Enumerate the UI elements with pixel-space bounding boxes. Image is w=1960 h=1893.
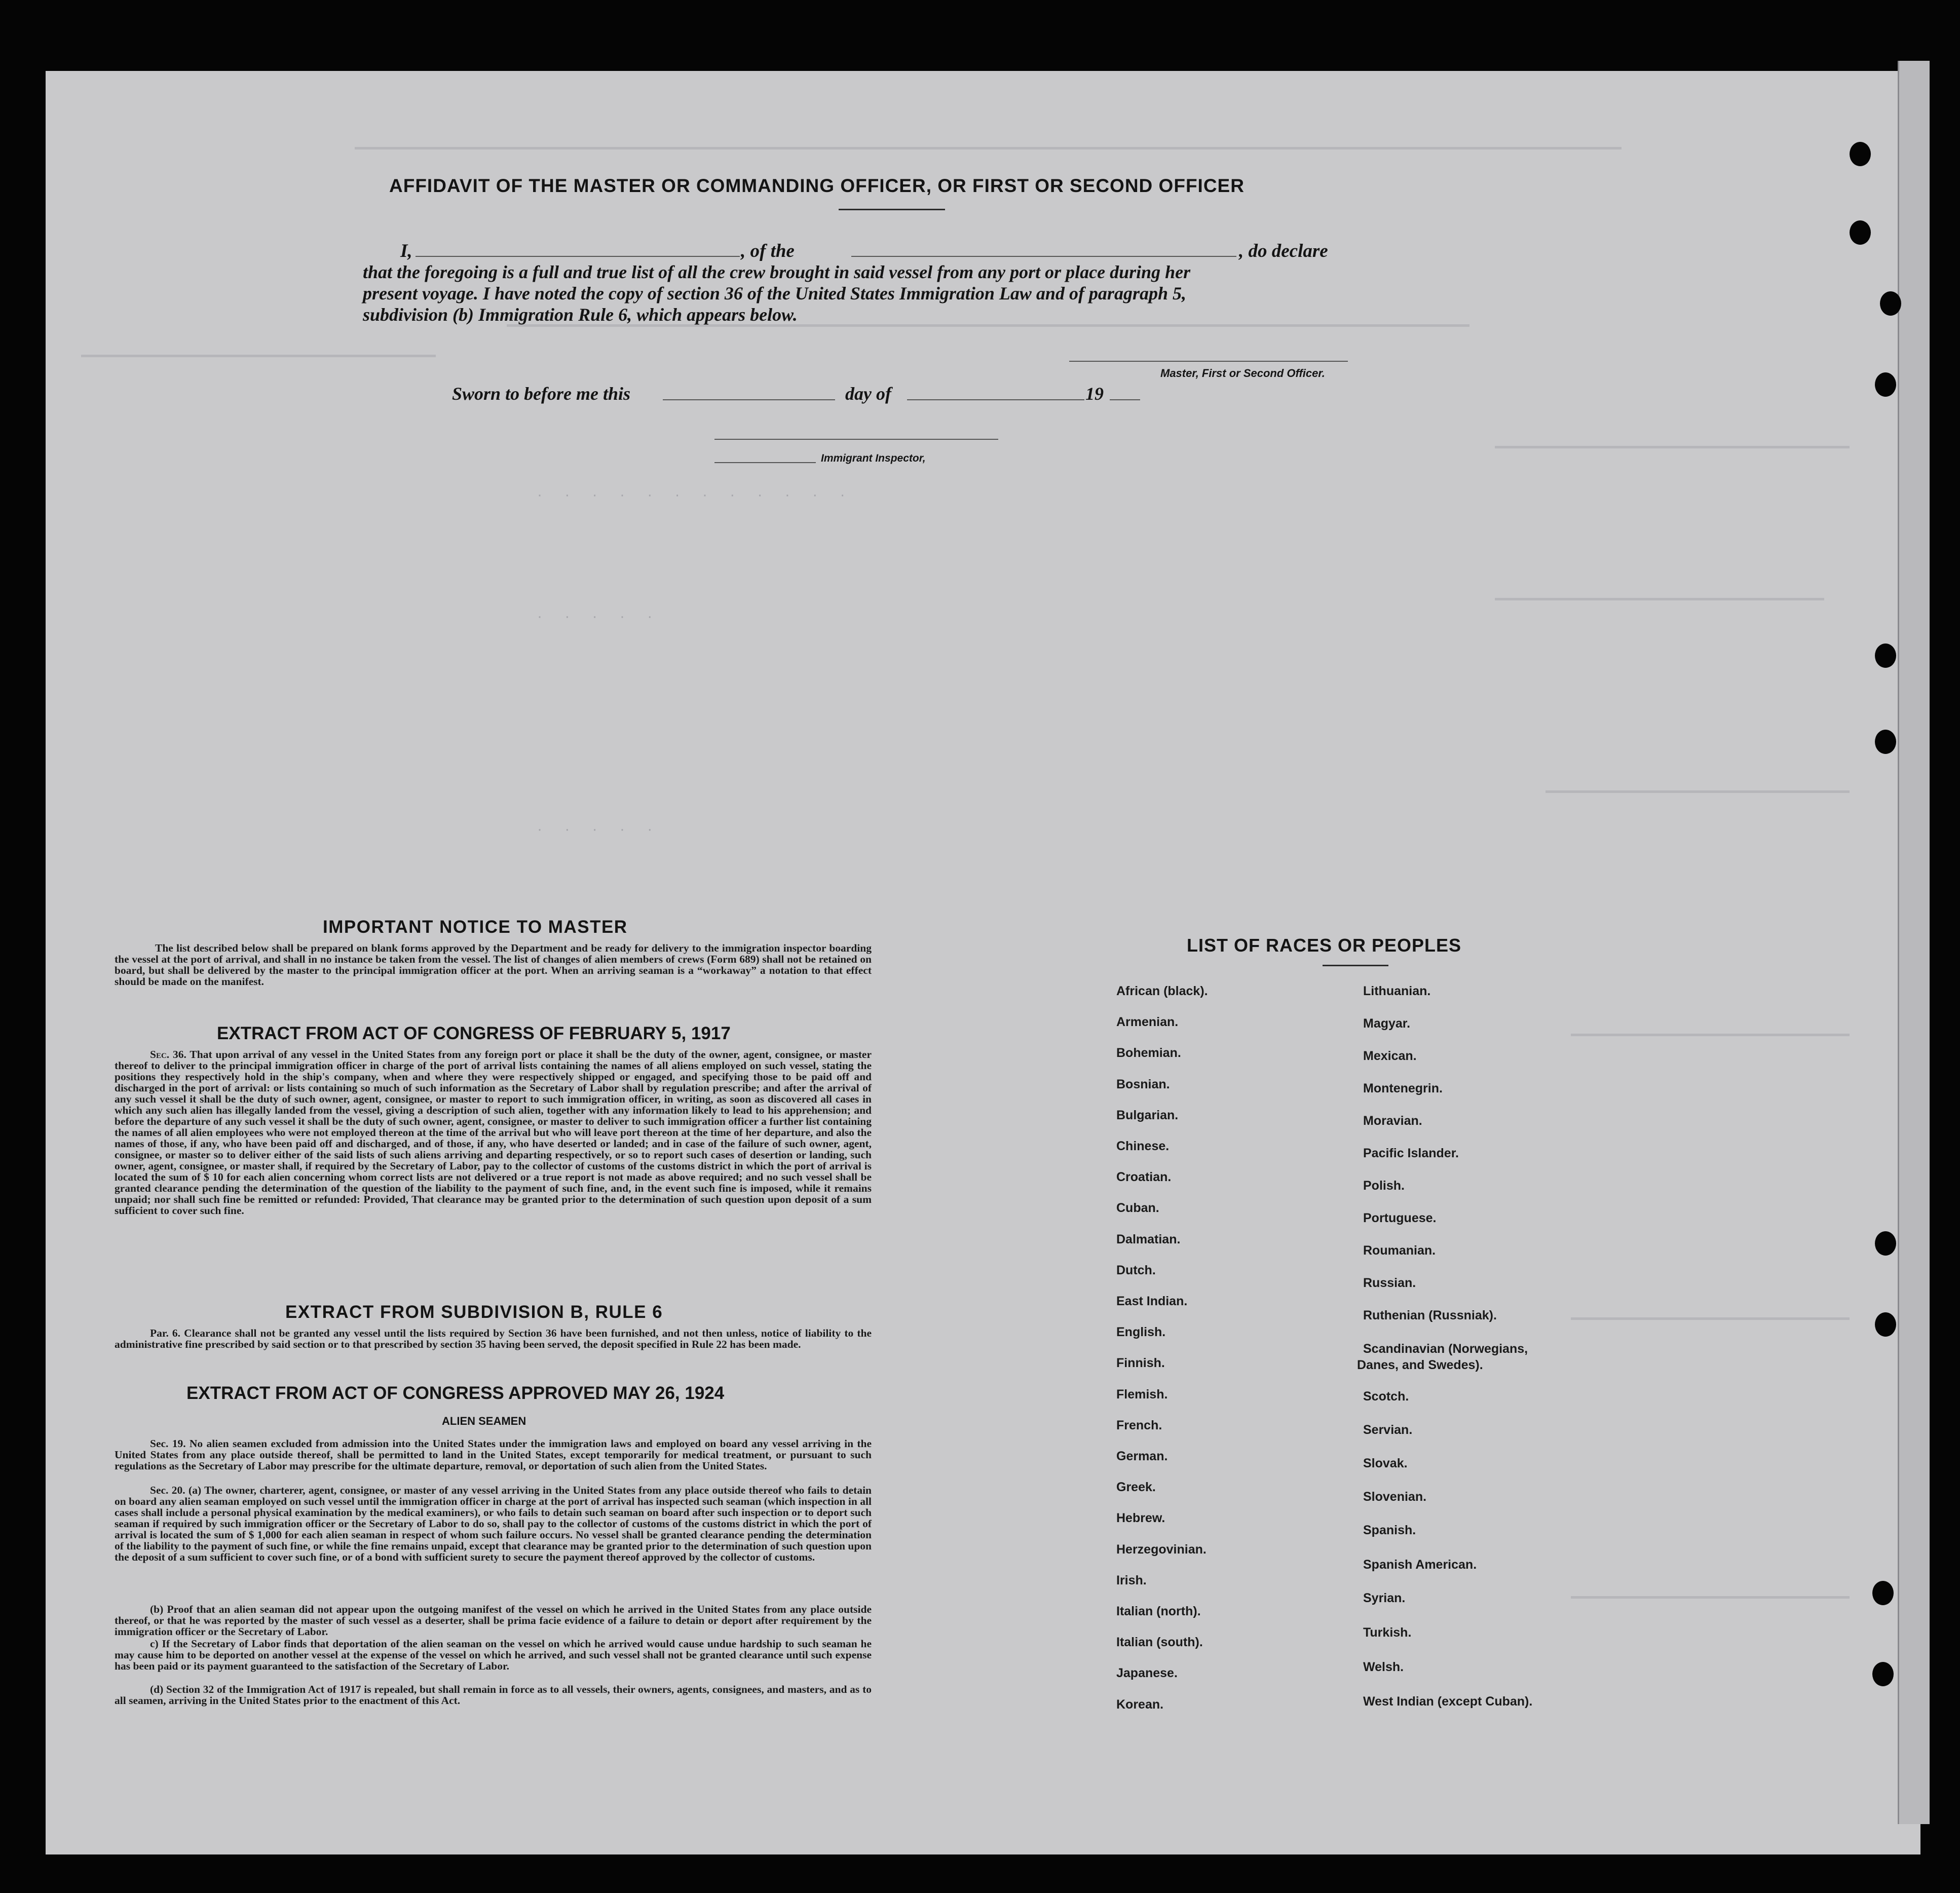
extract-1917-text [115, 1049, 872, 1216]
inspector-signature-line[interactable] [714, 439, 998, 440]
bleed-through-line [1495, 598, 1824, 600]
punch-hole [1872, 1662, 1894, 1686]
bleed-through-marks: · · · · · [537, 608, 662, 625]
race-item: English. [1116, 1325, 1166, 1340]
race-item: Italian (north). [1116, 1604, 1201, 1618]
race-item: Dalmatian. [1116, 1232, 1181, 1246]
race-item: African (black). [1116, 984, 1208, 998]
race-item: Ruthenian (Russniak). [1363, 1308, 1497, 1322]
inspector-label: Immigrant Inspector, [821, 452, 926, 464]
sworn-year: 19 [1085, 384, 1104, 404]
race-item: Spanish. [1363, 1523, 1416, 1537]
race-item: Mexican. [1363, 1049, 1417, 1063]
extract-1924-sec19: Sec. 19. No alien seamen excluded from admission into the United States under the immigration laws and employed on board any vessel arriving in the United States from any place outside thereof, shall be permitted to land in the United States, except temporarily for medical treatment, or pursuant to such regulations as the Secretary of Labor may prescribe for the ultimate departure, removal, or deportation of such alien from the United States. [115, 1437, 872, 1472]
extract-1924-sec20d: (d) Section 32 of the Immigration Act of 1917 is repealed, but shall remain in force as to all vessels, their owners, agents, consignees, and masters, and as to all seamen, arriving in the United States prior to the enactment of this Act. [115, 1683, 872, 1707]
race-item: German. [1116, 1449, 1168, 1463]
subdivision-title: EXTRACT FROM SUBDIVISION B, RULE 6 [285, 1302, 663, 1322]
bleed-through-marks: · · · · · · · · · · · · [537, 486, 854, 503]
master-signature-label: Master, First or Second Officer. [1160, 367, 1325, 380]
race-item: Russian. [1363, 1276, 1416, 1290]
race-item: Scandinavian (Norwegians, [1363, 1342, 1528, 1356]
affidavit-line-3: present voyage. I have noted the copy of section 36 of the United States Immigration Law and of paragraph 5, [363, 283, 1186, 304]
extract-1924-sec20b: (b) Proof that an alien seaman did not appear upon the outgoing manifest of the vessel on which he arrived in the United States from any place outside thereof, or that he was reported by the master of such vessel as a deserter, shall be prima facie evidence of a failure to detain or deport after requirement by the immigration officer or the Secretary of Labor. [115, 1603, 872, 1638]
race-item: Danes, and Swedes). [1357, 1358, 1483, 1372]
race-item: Bosnian. [1116, 1077, 1170, 1091]
extract-1924-sec20c: c) If the Secretary of Labor finds that deportation of the alien seaman on the vessel on which he arrived would cause undue hardship to such seaman he may cause him to be deported on another vessel at the expense of the vessel on which he arrived, and such vessel shall not be granted clearance until such expense has been paid or its payment guaranteed to the satisfaction of the Secretary of Labor. [115, 1638, 872, 1672]
punch-hole [1875, 1231, 1896, 1256]
race-item: Croatian. [1116, 1170, 1172, 1185]
punch-hole [1850, 220, 1871, 245]
race-item: Syrian. [1363, 1591, 1406, 1605]
bleed-through-line [1546, 790, 1850, 793]
race-item: East Indian. [1116, 1294, 1188, 1308]
race-item: Magyar. [1363, 1016, 1411, 1031]
race-item: Flemish. [1116, 1387, 1168, 1402]
bleed-through-line [1495, 446, 1850, 448]
race-item: Cuban. [1116, 1201, 1159, 1216]
affidavit-line-2: that the foregoing is a full and true list of all the crew brought in said vessel from any port or place during her [363, 262, 1191, 282]
punch-hole [1875, 643, 1896, 668]
inspector-title-rule [714, 462, 816, 463]
extract-1917-sec-label: Sec. 36. [150, 1048, 186, 1061]
bleed-through-line [1571, 1596, 1850, 1599]
race-item: Slovenian. [1363, 1490, 1427, 1504]
bleed-through-line [1571, 1317, 1850, 1320]
sworn-day-of: day of [845, 384, 891, 404]
extract-1924-sec20a: Sec. 20. (a) The owner, charterer, agent, consignee, or master of any vessel arriving in the United States from any place outside thereof who fails to detain on board any alien seaman employed on such vessel until the immigration officer in charge at the port of arrival has inspected such seaman (which inspection in all cases shall include a personal physical examination by the medical examiners), or who fails to detain such seaman on board after such inspection or to deport such seaman if required by such immigration officer or the Secretary of Labor to do so, shall pay to the collector of customs of the customs district in which the port of arrival is located the sum of $ 1,000 for each alien seaman in respect of whom such failure occurs. No vessel shall be granted clearance pending the determination of the liability to the payment of such fine, or while the fine remains unpaid, except that clearance may be granted prior to the determination of such question upon the deposit of a sum sufficient to cover such fine, or of a bond with sufficient surety to secure the payment thereof approved by the collector of customs. [115, 1484, 872, 1563]
punch-hole [1875, 372, 1896, 397]
vessel-blank-line[interactable] [851, 256, 1236, 257]
bleed-through-line [1571, 1034, 1850, 1036]
punch-hole [1875, 1312, 1896, 1337]
sworn-month-blank[interactable] [907, 399, 1084, 400]
affidavit-line-4: subdivision (b) Immigration Rule 6, which appears below. [363, 305, 798, 325]
bleed-through-marks: · · · · · [537, 821, 662, 838]
punch-hole [1880, 291, 1901, 316]
subdivision-par-label: Par. 6. [150, 1327, 181, 1339]
race-item: Irish. [1116, 1573, 1147, 1587]
affidavit-i: I, [400, 241, 412, 261]
extract-1924-subtitle: ALIEN SEAMEN [442, 1415, 526, 1427]
punch-hole [1872, 1581, 1894, 1605]
affidavit-declare: , do declare [1239, 241, 1328, 261]
race-item: Scotch. [1363, 1389, 1409, 1404]
race-item: Japanese. [1116, 1666, 1178, 1681]
sworn-year-blank[interactable] [1110, 399, 1140, 400]
extract-1917-body: That upon arrival of any vessel in the United States from any foreign port or place it shall be the duty of the owner, agent, consignee, or master thereof to deliver to the principal immigration officer in charge of the port of arrival lists containing the names of all aliens employed on such vessel, stating the positions they respectively hold in the ship's company, when and where they were respectively shipped or engaged, and specifying those to be paid off and discharged in the port of arrival: or lists containing so much of such information as the Secretary of Labor shall by regulation prescribe; and after the arrival of any such vessel it shall be the duty of such owner, agent, consignee, or master to report to such immigration officer, in writing, as soon as discovered all cases in which any such alien has illegally landed from the vessel, giving a description of such alien, together with any information likely to lead to his apprehension; and before the departure of any such vessel it shall be the duty of such owner, agent, consignee, or master to deliver to such immigration officer a further list containing the names of all alien employees who were not employed thereon at the time of the arrival but who will leave port thereon at the time of her departure, and also the names of those, if any, who have been paid off and discharged, and of those, if any, who have deserted or landed; and in case of the failure of such owner, agent, consignee, or master so to deliver either of the said lists of such aliens arriving and departing respectively, or so to report such cases of desertion or landing, such owner, agent, consignee, or master shall, if required by the Secretary of Labor, pay to the collector of customs of the customs district in which the port of arrival is located the sum of $ 10 for each alien concerning whom correct lists are not delivered or a true report is not made as above required; and no such vessel shall be granted clearance pending the determination of the question of the liability to the payment of such fine, and, in the event such fine is imposed, while it remains unpaid; nor shall such fine be remitted or refunded: Provided, That clearance may be granted prior to the determination of such question upon deposit of a sum sufficient to cover such fine. [115, 1048, 872, 1217]
extract-1917-title: EXTRACT FROM ACT OF CONGRESS OF FEBRUARY 5, 1917 [217, 1024, 731, 1043]
race-item: Montenegrin. [1363, 1081, 1443, 1095]
races-title: LIST OF RACES OR PEOPLES [1187, 935, 1462, 956]
name-blank-line[interactable] [416, 256, 740, 257]
race-item: Pacific Islander. [1363, 1146, 1459, 1160]
race-item: Servian. [1363, 1423, 1413, 1437]
race-item: Italian (south). [1116, 1635, 1203, 1650]
sworn-prefix: Sworn to before me this [452, 384, 631, 404]
race-item: Herzegovinian. [1116, 1542, 1207, 1557]
extract-1924-title: EXTRACT FROM ACT OF CONGRESS APPROVED MAY 26, 1924 [186, 1383, 725, 1403]
races-title-underline [1323, 965, 1388, 966]
race-item: Finnish. [1116, 1356, 1165, 1371]
punch-hole [1875, 730, 1896, 754]
race-item: Slovak. [1363, 1456, 1408, 1470]
race-item: Bohemian. [1116, 1046, 1181, 1061]
race-item: French. [1116, 1418, 1162, 1432]
race-item: Welsh. [1363, 1660, 1404, 1674]
race-item: Lithuanian. [1363, 984, 1431, 998]
master-signature-line[interactable] [1069, 361, 1348, 362]
subdivision-body: Clearance shall not be granted any vessel until the lists required by Section 36 have been furnished, and not then unless, notice of liability to the administrative fine prescribed by said section or to that prescribed by section 35 having been served, the deposit specified in Rule 22 has been made. [115, 1327, 872, 1350]
race-item: Chinese. [1116, 1139, 1170, 1153]
race-item: Roumanian. [1363, 1243, 1436, 1258]
race-item: Hebrew. [1116, 1511, 1165, 1526]
race-item: Armenian. [1116, 1015, 1179, 1030]
race-item: Dutch. [1116, 1263, 1156, 1277]
punch-hole [1850, 142, 1871, 166]
race-item: Spanish American. [1363, 1558, 1477, 1572]
race-item: Moravian. [1363, 1114, 1422, 1128]
race-item: Greek. [1116, 1480, 1156, 1495]
race-item: Turkish. [1363, 1625, 1412, 1640]
bleed-through-line [355, 147, 1622, 149]
race-item: Polish. [1363, 1179, 1405, 1193]
notice-text: The list described below shall be prepared on blank forms approved by the Department and be ready for delivery to the immigration inspector boarding the vessel at the port of arrival, and shall in no instance be taken from the vessel. The list of changes of alien members of crews (Form 689) shall not be retained on board, but shall be delivered by the master to the principal immigration officer at the port. When an arriving seaman is a “workaway” a notation to that effect should be made on the manifest. [115, 942, 872, 988]
title-underline [839, 209, 945, 210]
bleed-through-line [81, 355, 436, 357]
page-edge [1898, 61, 1930, 1824]
race-item: Portuguese. [1363, 1211, 1437, 1225]
notice-title: IMPORTANT NOTICE TO MASTER [323, 917, 628, 937]
race-item: Korean. [1116, 1697, 1164, 1712]
affidavit-of-the: , of the [741, 241, 795, 261]
sworn-day-blank[interactable] [663, 399, 835, 400]
subdivision-text [115, 1328, 872, 1350]
race-item: Bulgarian. [1116, 1108, 1179, 1122]
race-item: West Indian (except Cuban). [1363, 1694, 1533, 1709]
affidavit-title: AFFIDAVIT OF THE MASTER OR COMMANDING OFFICER, OR FIRST OR SECOND OFFICER [389, 175, 1245, 196]
